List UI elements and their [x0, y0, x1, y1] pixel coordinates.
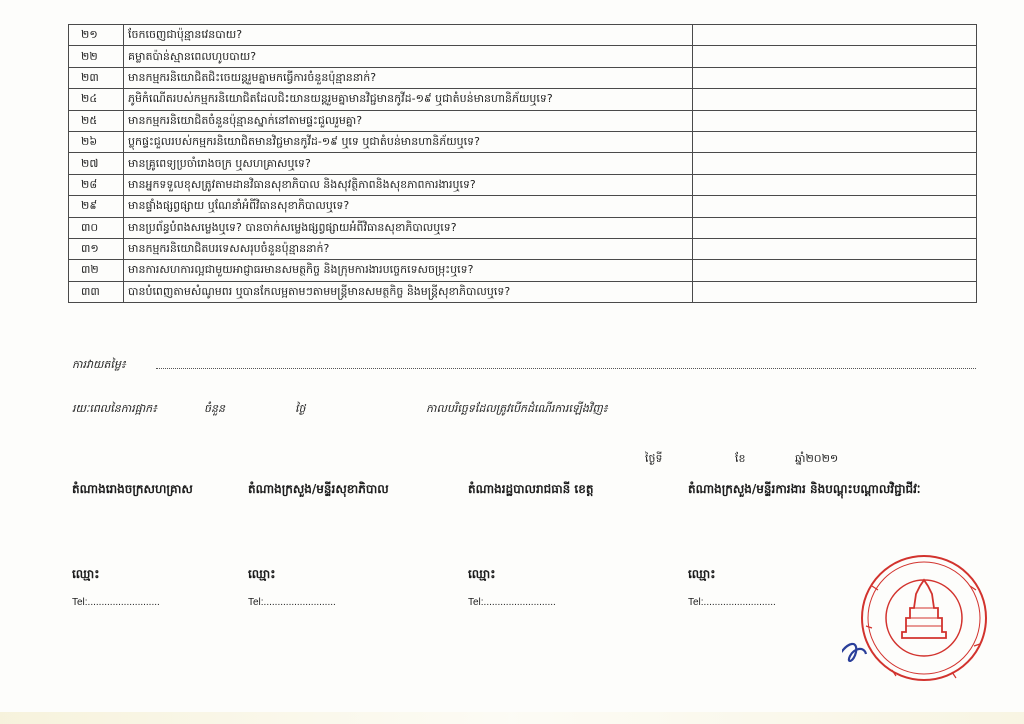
question-text: មានកម្មករនិយោជិតចំនួនប៉ុន្មានស្នាក់នៅតាមផ្ទះជួលរួមគ្នា? [124, 110, 693, 131]
name-label-labour: ឈ្មោះ [688, 567, 716, 581]
question-number: ២៦ [69, 131, 124, 152]
rep-title-labour: តំណាងក្រសួង/មន្ទីរការងារ និងបណ្តុះបណ្តាលវិជ្ជាជីវៈ [688, 482, 921, 496]
answer-cell[interactable] [693, 131, 977, 152]
suspension-period-label: រយៈពេលនៃការផ្អាក៖ [72, 402, 157, 415]
tel-health: Tel:.......................... [248, 597, 336, 608]
table-row [69, 46, 977, 67]
answer-cell[interactable] [693, 89, 977, 110]
table-row [69, 217, 977, 238]
remarks-label: ការវាយតម្លៃ៖ [72, 358, 126, 371]
answer-cell[interactable] [693, 238, 977, 259]
question-number: ២១ [69, 25, 124, 46]
answer-cell[interactable] [693, 196, 977, 217]
question-number: ២៥ [69, 110, 124, 131]
question-text: មានប្រព័ន្ធបំពងសម្លេងឬទេ? បានចាក់សម្លេងផ្សព្វផ្សាយអំពីវិធានសុខាភិបាលឬទេ? [124, 217, 693, 238]
question-text: មានអ្នកទទួលខុសត្រូវតាមដានវិធានសុខាភិបាល និងសុវត្ថិភាពនិងសុខភាពការងារឬទេ? [124, 174, 693, 195]
table-row [69, 89, 977, 110]
question-number: ២៧ [69, 153, 124, 174]
table-row [69, 110, 977, 131]
name-label-administration: ឈ្មោះ [468, 567, 496, 581]
question-text: បានបំពេញតាមសំណូមពរ ឬបានកែលម្អតាមៗតាមមន្ត្រីមានសមត្ថកិច្ច និងមន្ត្រីសុខាភិបាលឬទេ? [124, 281, 693, 302]
rep-title-administration: តំណាងរដ្ឋបាលរាជធានី ខេត្ត [468, 482, 594, 496]
answer-cell[interactable] [693, 217, 977, 238]
answer-cell[interactable] [693, 25, 977, 46]
question-number: ៣៣ [69, 281, 124, 302]
question-text: គម្លាតប៉ាន់ស្មានពេលហូបបាយ? [124, 46, 693, 67]
table-row [69, 238, 977, 259]
question-number: ៣០ [69, 217, 124, 238]
date-day-label: ថ្ងៃទី [645, 452, 663, 465]
name-label-health: ឈ្មោះ [248, 567, 276, 581]
tel-administration: Tel:.......................... [468, 597, 556, 608]
question-number: ២៩ [69, 196, 124, 217]
table-row [69, 196, 977, 217]
answer-cell[interactable] [693, 174, 977, 195]
table-row [69, 131, 977, 152]
checklist-table [68, 24, 977, 303]
table-row [69, 67, 977, 88]
question-text: ចែកចេញជាប៉ុន្មានវេនបាយ? [124, 25, 693, 46]
rep-title-health: តំណាងក្រសួង/មន្ទីរសុខាភិបាល [248, 482, 389, 496]
question-number: ២៤ [69, 89, 124, 110]
question-number: ២៣ [69, 67, 124, 88]
table-row [69, 153, 977, 174]
question-number: ២៨ [69, 174, 124, 195]
answer-cell[interactable] [693, 153, 977, 174]
rep-title-factory: តំណាងរោងចក្រសហគ្រាស [72, 482, 193, 496]
resume-date-label: កាលបរិច្ឆេទដែលត្រូវបើកដំណើរការឡើងវិញ៖ [426, 402, 608, 415]
question-text: មានគ្រូពេទ្យប្រចាំរោងចក្រ ឬសហគ្រាសឬទេ? [124, 153, 693, 174]
table-row [69, 25, 977, 46]
question-number: ៣២ [69, 260, 124, 281]
answer-cell[interactable] [693, 46, 977, 67]
question-text: មានកម្មករនិយោជិតជិះចេយន្តរួមគ្នាមកធ្វើការចំនួនប៉ុន្មាននាក់? [124, 67, 693, 88]
answer-cell[interactable] [693, 281, 977, 302]
question-text: ប្លុកផ្ទះជួលរបស់កម្មករនិយោជិតមានវិជ្ជមានកូវីដ-១៩ ឬទេ ឬជាតំបន់មានហានិភ័យឬទេ? [124, 131, 693, 152]
remarks-dotted-line [156, 368, 976, 369]
remarks-line [72, 356, 976, 374]
question-number: ២២ [69, 46, 124, 67]
suspension-count-label: ចំនួន [204, 402, 225, 415]
date-year-label: ឆ្នាំ២០២១ [795, 452, 839, 465]
question-text: ភូមិកំណើតរបស់កម្មករនិយោជិតដែលជិះយានយន្តរួមគ្នាមានវិជ្ជមានកូវីដ-១៩ ឬជាតំបន់មានហានិភ័យឬទេ? [124, 89, 693, 110]
table-row [69, 281, 977, 302]
date-month-label: ខែ [735, 452, 746, 465]
question-text: មានការសហការល្អជាមួយអាជ្ញាធរមានសមត្ថកិច្ច និងក្រុមការងារបច្ចេកទេសចម្រុះឬទេ? [124, 260, 693, 281]
answer-cell[interactable] [693, 67, 977, 88]
answer-cell[interactable] [693, 110, 977, 131]
suspension-day-label: ថ្ងៃ [295, 402, 306, 415]
answer-cell[interactable] [693, 260, 977, 281]
table-row [69, 260, 977, 281]
question-text: មានកម្មករនិយោជិតបរទេសសរុបចំនួនប៉ុន្មាននាក់? [124, 238, 693, 259]
official-seal-stamp [842, 546, 992, 696]
tel-labour: Tel:.......................... [688, 597, 776, 608]
question-text: មានផ្ទាំងផ្សព្វផ្សាយ ឬណែនាំអំពីវិធានសុខាភិបាលឬទេ? [124, 196, 693, 217]
question-number: ៣១ [69, 238, 124, 259]
table-row [69, 174, 977, 195]
name-label-factory: ឈ្មោះ [72, 567, 100, 581]
scan-edge-smudge [0, 712, 1024, 724]
tel-factory: Tel:.......................... [72, 597, 160, 608]
